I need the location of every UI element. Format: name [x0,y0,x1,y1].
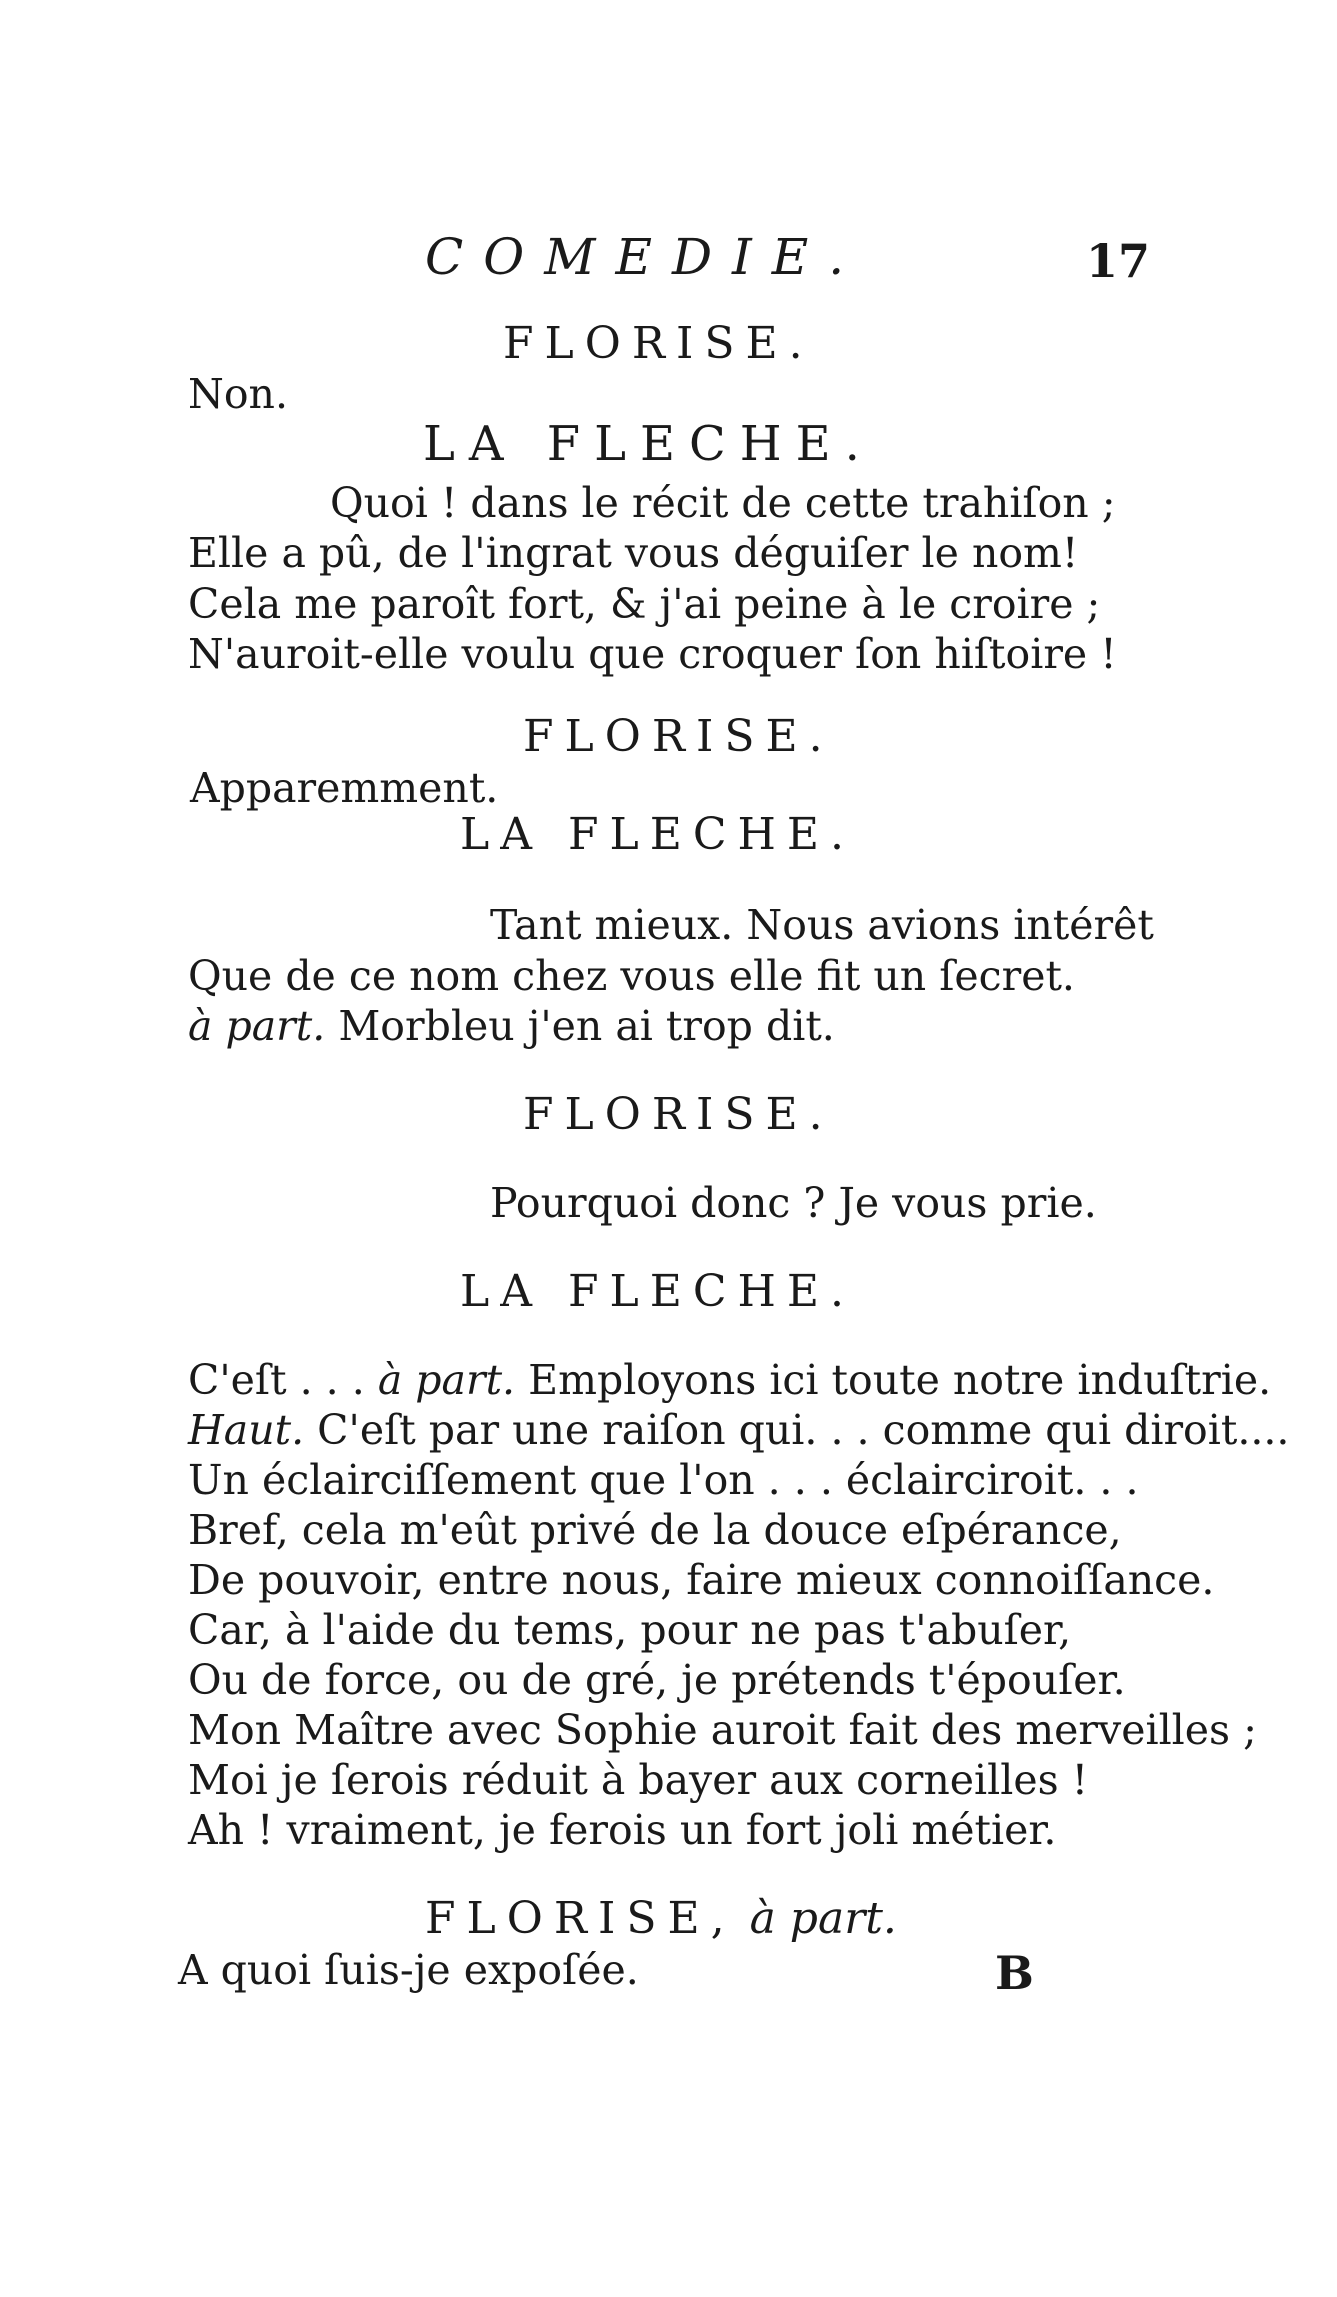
verse-line: Pourquoi donc ? Je vous prie. [490,1179,1097,1227]
page-number: 17 [1086,234,1151,288]
speaker-name: FLORISE. [503,318,814,369]
verse-line: Moi je ſerois réduit à bayer aux corneilles ! [188,1756,1089,1804]
stage-direction: à part. [377,1356,516,1404]
speaker-name: FLORISE. [523,1089,834,1140]
verse-line: Ou de force, ou de gré, je prétends t'épouſer. [188,1656,1126,1704]
verse-line: Mon Maître avec Sophie auroit fait des merveilles ; [188,1706,1257,1754]
speaker-name: FLORISE. [523,711,834,762]
verse-line: De pouvoir, entre nous, faire mieux connoiſſance. [188,1556,1215,1604]
speaker-name: FLORISE, [425,1893,736,1944]
verse-line: Apparemment. [190,764,499,812]
verse-line: Elle a pû, de l'ingrat vous déguiſer le nom! [188,529,1079,577]
verse-line: Non. [188,370,288,418]
verse-line [188,1002,835,1050]
verse-text: Employons ici toute notre induſtrie. [528,1356,1272,1404]
verse-line: Que de ce nom chez vous elle fit un ſecret. [188,952,1075,1000]
verse-line: Un éclairciſſement que l'on . . . éclairciroit. . . [188,1456,1139,1504]
verse-text: Morbleu j'en ai trop dit. [338,1002,835,1050]
verse-line: A quoi ſuis-je expoſée. [178,1946,639,1994]
verse-line: Bref, cela m'eût privé de la douce eſpérance, [188,1506,1122,1554]
stage-direction: à part. [749,1893,897,1944]
running-title: COMEDIE. [425,228,865,286]
verse-line [188,1356,1272,1404]
stage-direction: à part. [188,1002,326,1050]
verse-line: Cela me paroît fort, & j'ai peine à le croire ; [188,580,1101,628]
speaker-heading [425,1893,897,1944]
verse-text: C'eſt par une raiſon qui. . . comme qui diroit.... [317,1406,1290,1454]
verse-line: N'auroit-elle voulu que croquer ſon hiſtoire ! [188,630,1117,678]
verse-line: Car, à l'aide du tems, pour ne pas t'abuſer, [188,1606,1072,1654]
verse-line: Quoi ! dans le récit de cette trahiſon ; [330,479,1116,527]
stage-direction: Haut. [188,1406,305,1454]
verse-line [188,1406,1290,1454]
speaker-name: LA FLECHE. [423,416,874,472]
speaker-name: LA FLECHE. [460,1266,855,1317]
signature-mark: B [995,1946,1034,2000]
verse-line: Ah ! vraiment, je ferois un fort joli métier. [188,1806,1057,1854]
verse-line: Tant mieux. Nous avions intérêt [490,901,1154,949]
verse-text: C'eſt . . . [188,1356,365,1404]
speaker-name: LA FLECHE. [460,809,855,860]
